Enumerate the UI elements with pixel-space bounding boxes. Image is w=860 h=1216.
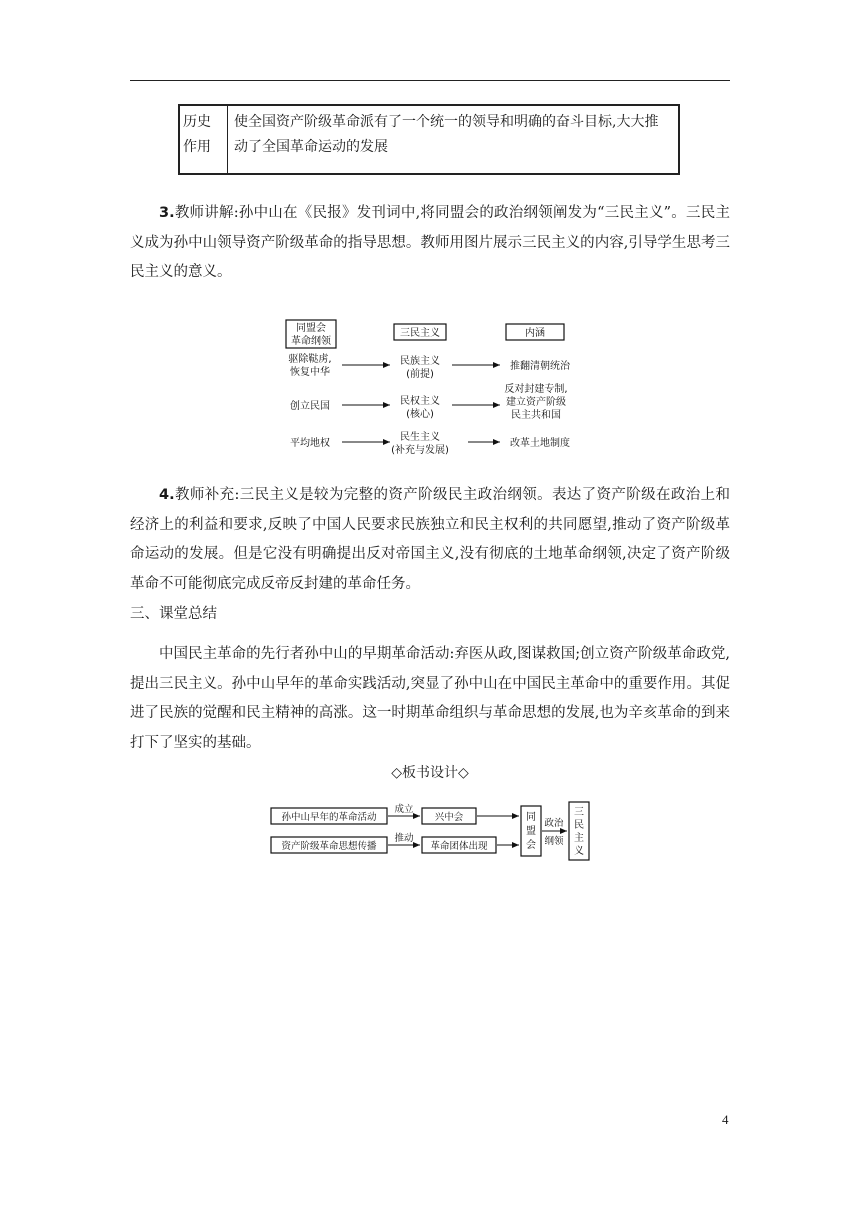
row2-content-line1: 反对封建专制, — [504, 384, 568, 395]
row1-role: (前提) — [406, 369, 434, 380]
row1-program-line1: 驱除鞑虏, — [288, 354, 332, 365]
row2-content-line2: 建立资产阶级 — [506, 397, 566, 408]
box-early-activities-label: 孙中山早年的革命活动 — [281, 812, 377, 823]
table-header-line2: 作用 — [183, 139, 211, 155]
paragraph-3-text: 教师讲解:孙中山在《民报》发刊词中,将同盟会的政治纲领阐发为“三民主义”。三民主义成为孙中山领导资产阶级革命的指导思想。教师用图片展示三民主义的内容,引导学生思考三民主义的意义。 — [130, 205, 730, 280]
row2-principle: 民权主义 — [400, 396, 440, 407]
paragraph-3-number: 3. — [159, 205, 175, 221]
board-design-title: ◇板书设计◇ — [391, 765, 469, 781]
box-thought-spread-label: 资产阶级革命思想传播 — [281, 841, 377, 852]
row3-principle: 民生主义 — [400, 432, 440, 443]
tongmenghui-char-2: 盟 — [526, 826, 536, 837]
header-content: 内涵 — [525, 328, 545, 339]
row1-principle: 民族主义 — [400, 356, 440, 367]
header-program-line2: 革命纲领 — [291, 336, 331, 347]
section-heading-summary: 三、课堂总结 — [130, 606, 217, 622]
box-xingzhonghui-label: 兴中会 — [434, 812, 464, 823]
paragraph-3 — [130, 199, 730, 288]
label-program-line2: 纲领 — [544, 836, 564, 847]
three-principles-char-1: 三 — [574, 807, 584, 818]
board-design-diagram — [270, 800, 592, 864]
paragraph-4 — [130, 481, 730, 599]
header-principles: 三民主义 — [400, 328, 440, 339]
three-principles-char-4: 义 — [574, 846, 584, 857]
row3-role: (补充与发展) — [391, 445, 449, 456]
history-role-table — [178, 104, 680, 175]
row2-content-line3: 民主共和国 — [511, 410, 561, 421]
label-program-line1: 政治 — [544, 818, 564, 829]
summary-paragraph: 中国民主革命的先行者孙中山的早期革命活动:弃医从政,图谋救国;创立资产阶级革命政党,提出三民主义。孙中山早年的革命实践活动,突显了孙中山在中国民主革命中的重要作用。其促进了民族的觉醒和民主精神的高涨。这一时期革命组织与革命思想的发展,也为辛亥革命的到来打下了坚实的基础。 — [130, 646, 730, 751]
three-principles-char-3: 主 — [574, 833, 584, 844]
paragraph-4-number: 4. — [159, 487, 175, 503]
box-groups-appear-label: 革命团体出现 — [430, 841, 488, 852]
row2-role: (核心) — [406, 409, 434, 420]
page-number: 4 — [722, 1112, 729, 1127]
tongmenghui-char-1: 同 — [526, 812, 536, 823]
label-promote: 推动 — [394, 833, 414, 844]
three-principles-diagram — [284, 318, 584, 460]
header-rule — [130, 80, 730, 81]
header-program-line1: 同盟会 — [296, 323, 326, 334]
row1-program-line2: 恢复中华 — [290, 367, 330, 378]
table-header-cell — [180, 106, 228, 173]
row1-content: 推翻清朝统治 — [510, 361, 570, 372]
three-principles-char-2: 民 — [574, 820, 584, 831]
table-header-line1: 历史 — [183, 114, 211, 130]
row3-program: 平均地权 — [290, 438, 330, 449]
tongmenghui-char-3: 会 — [526, 840, 536, 851]
paragraph-4-text: 教师补充:三民主义是较为完整的资产阶级民主政治纲领。表达了资产阶级在政治上和经济上的利益和要求,反映了中国人民要求民族独立和民主权利的共同愿望,推动了资产阶级革命运动的发展。但是它没有明确提出反对帝国主义,没有彻底的土地革命纲领,决定了资产阶级革命不可能彻底完成反帝反封建的革命任务。 — [130, 487, 730, 592]
row3-content: 改革土地制度 — [510, 438, 570, 449]
label-found: 成立 — [394, 804, 414, 815]
row2-program: 创立民国 — [290, 401, 330, 412]
table-body-cell: 使全国资产阶级革命派有了一个统一的领导和明确的奋斗目标,大大推动了全国革命运动的发展 — [234, 114, 659, 155]
